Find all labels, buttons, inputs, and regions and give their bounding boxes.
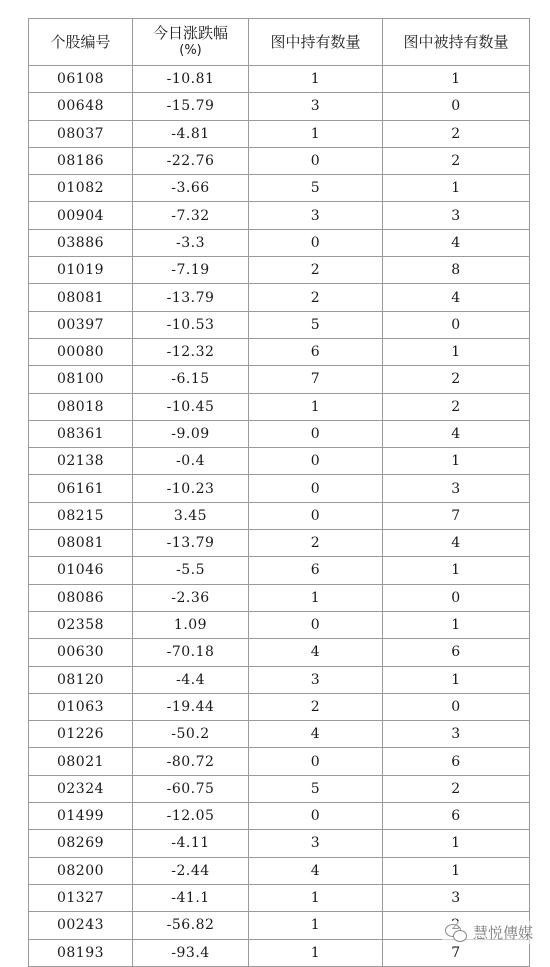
table-body bbox=[29, 66, 530, 967]
table-row bbox=[29, 147, 530, 174]
table-row bbox=[29, 803, 530, 830]
header-stock-code-label: 个股编号 bbox=[50, 33, 111, 51]
cell-holding-count: 1 bbox=[249, 66, 383, 93]
cell-stock-code: 00397 bbox=[29, 311, 133, 338]
cell-stock-code: 08186 bbox=[29, 147, 133, 174]
cell-daily-change: -2.44 bbox=[133, 857, 249, 884]
wechat-icon bbox=[445, 924, 467, 942]
cell-stock-code: 01063 bbox=[29, 693, 133, 720]
cell-daily-change: -9.09 bbox=[133, 420, 249, 447]
cell-held-count: 1 bbox=[383, 66, 530, 93]
cell-stock-code: 01499 bbox=[29, 803, 133, 830]
header-daily-change-label: 今日涨跌幅 bbox=[152, 24, 228, 42]
cell-stock-code: 08081 bbox=[29, 284, 133, 311]
cell-stock-code: 08018 bbox=[29, 393, 133, 420]
cell-held-count: 1 bbox=[383, 175, 530, 202]
cell-held-count: 0 bbox=[383, 93, 530, 120]
cell-held-count: 0 bbox=[383, 584, 530, 611]
header-daily-change-unit: (%) bbox=[179, 43, 202, 58]
cell-held-count: 3 bbox=[383, 202, 530, 229]
stock-table-sheet bbox=[28, 18, 529, 967]
cell-holding-count: 0 bbox=[249, 229, 383, 256]
cell-stock-code: 08037 bbox=[29, 120, 133, 147]
cell-stock-code: 08193 bbox=[29, 939, 133, 966]
cell-stock-code: 00630 bbox=[29, 639, 133, 666]
cell-held-count: 0 bbox=[383, 693, 530, 720]
cell-stock-code: 02358 bbox=[29, 611, 133, 638]
cell-holding-count: 0 bbox=[249, 748, 383, 775]
cell-held-count: 1 bbox=[383, 666, 530, 693]
cell-held-count: 1 bbox=[383, 557, 530, 584]
cell-holding-count: 0 bbox=[249, 420, 383, 447]
cell-daily-change: -41.1 bbox=[133, 884, 249, 911]
cell-held-count: 4 bbox=[383, 229, 530, 256]
cell-holding-count: 1 bbox=[249, 884, 383, 911]
cell-stock-code: 08021 bbox=[29, 748, 133, 775]
cell-held-count: 4 bbox=[383, 530, 530, 557]
cell-stock-code: 01226 bbox=[29, 721, 133, 748]
cell-stock-code: 08200 bbox=[29, 857, 133, 884]
cell-held-count: 7 bbox=[383, 502, 530, 529]
cell-holding-count: 3 bbox=[249, 93, 383, 120]
cell-stock-code: 08215 bbox=[29, 502, 133, 529]
cell-holding-count: 0 bbox=[249, 475, 383, 502]
header-holding-count bbox=[249, 19, 383, 66]
cell-stock-code: 08269 bbox=[29, 830, 133, 857]
cell-stock-code: 08081 bbox=[29, 530, 133, 557]
table-row bbox=[29, 584, 530, 611]
cell-holding-count: 2 bbox=[249, 530, 383, 557]
cell-stock-code: 02138 bbox=[29, 448, 133, 475]
cell-holding-count: 0 bbox=[249, 803, 383, 830]
cell-stock-code: 08120 bbox=[29, 666, 133, 693]
table-row bbox=[29, 666, 530, 693]
header-held-count-label: 图中被持有数量 bbox=[403, 33, 509, 51]
cell-daily-change: -3.66 bbox=[133, 175, 249, 202]
cell-daily-change: -5.5 bbox=[133, 557, 249, 584]
table-row bbox=[29, 502, 530, 529]
cell-daily-change: -3.3 bbox=[133, 229, 249, 256]
cell-holding-count: 6 bbox=[249, 557, 383, 584]
cell-daily-change: -80.72 bbox=[133, 748, 249, 775]
cell-stock-code: 00648 bbox=[29, 93, 133, 120]
table-row bbox=[29, 338, 530, 365]
table-row bbox=[29, 639, 530, 666]
cell-holding-count: 1 bbox=[249, 584, 383, 611]
cell-holding-count: 0 bbox=[249, 502, 383, 529]
cell-daily-change: -4.81 bbox=[133, 120, 249, 147]
cell-stock-code: 08361 bbox=[29, 420, 133, 447]
cell-stock-code: 00904 bbox=[29, 202, 133, 229]
cell-daily-change: -10.45 bbox=[133, 393, 249, 420]
table-row bbox=[29, 693, 530, 720]
cell-holding-count: 4 bbox=[249, 639, 383, 666]
header-holding-count-label: 图中持有数量 bbox=[270, 33, 361, 51]
cell-daily-change: -2.36 bbox=[133, 584, 249, 611]
cell-daily-change: -0.4 bbox=[133, 448, 249, 475]
cell-held-count: 6 bbox=[383, 639, 530, 666]
cell-held-count: 1 bbox=[383, 448, 530, 475]
cell-daily-change: -6.15 bbox=[133, 366, 249, 393]
cell-stock-code: 01019 bbox=[29, 257, 133, 284]
cell-held-count: 3 bbox=[383, 721, 530, 748]
cell-daily-change: 3.45 bbox=[133, 502, 249, 529]
table-row bbox=[29, 448, 530, 475]
cell-daily-change: -13.79 bbox=[133, 530, 249, 557]
cell-daily-change: -12.05 bbox=[133, 803, 249, 830]
cell-held-count: 2 bbox=[383, 120, 530, 147]
cell-daily-change: -22.76 bbox=[133, 147, 249, 174]
cell-holding-count: 6 bbox=[249, 338, 383, 365]
cell-stock-code: 03886 bbox=[29, 229, 133, 256]
cell-holding-count: 7 bbox=[249, 366, 383, 393]
cell-holding-count: 0 bbox=[249, 448, 383, 475]
cell-holding-count: 2 bbox=[249, 693, 383, 720]
cell-holding-count: 5 bbox=[249, 175, 383, 202]
table-row bbox=[29, 748, 530, 775]
cell-held-count: 2 bbox=[383, 366, 530, 393]
watermark bbox=[442, 921, 536, 944]
cell-holding-count: 3 bbox=[249, 666, 383, 693]
table-row bbox=[29, 530, 530, 557]
cell-daily-change: -4.11 bbox=[133, 830, 249, 857]
table-row bbox=[29, 311, 530, 338]
cell-stock-code: 02324 bbox=[29, 775, 133, 802]
header-held-count bbox=[383, 19, 530, 66]
cell-daily-change: -60.75 bbox=[133, 775, 249, 802]
cell-held-count: 2 bbox=[383, 775, 530, 802]
cell-daily-change: -10.23 bbox=[133, 475, 249, 502]
cell-held-count: 7 bbox=[383, 939, 530, 966]
cell-holding-count: 2 bbox=[249, 257, 383, 284]
cell-daily-change: -19.44 bbox=[133, 693, 249, 720]
cell-held-count: 4 bbox=[383, 420, 530, 447]
cell-daily-change: -13.79 bbox=[133, 284, 249, 311]
cell-held-count: 8 bbox=[383, 257, 530, 284]
table-row bbox=[29, 393, 530, 420]
header-daily-change bbox=[133, 19, 249, 66]
table-row bbox=[29, 611, 530, 638]
table-row bbox=[29, 721, 530, 748]
header-row bbox=[29, 19, 530, 66]
cell-stock-code: 00080 bbox=[29, 338, 133, 365]
cell-holding-count: 5 bbox=[249, 775, 383, 802]
cell-daily-change: -7.32 bbox=[133, 202, 249, 229]
cell-daily-change: -15.79 bbox=[133, 93, 249, 120]
table-row bbox=[29, 66, 530, 93]
table-row bbox=[29, 557, 530, 584]
cell-daily-change: -10.53 bbox=[133, 311, 249, 338]
stock-holdings-table bbox=[28, 18, 530, 967]
table-row bbox=[29, 202, 530, 229]
cell-held-count: 6 bbox=[383, 803, 530, 830]
cell-holding-count: 3 bbox=[249, 202, 383, 229]
cell-daily-change: -50.2 bbox=[133, 721, 249, 748]
cell-stock-code: 01046 bbox=[29, 557, 133, 584]
cell-holding-count: 2 bbox=[249, 284, 383, 311]
cell-holding-count: 0 bbox=[249, 147, 383, 174]
cell-daily-change: 1.09 bbox=[133, 611, 249, 638]
cell-daily-change: -4.4 bbox=[133, 666, 249, 693]
table-row bbox=[29, 857, 530, 884]
table-row bbox=[29, 420, 530, 447]
cell-holding-count: 4 bbox=[249, 721, 383, 748]
cell-held-count: 2 bbox=[383, 393, 530, 420]
table-row bbox=[29, 229, 530, 256]
cell-held-count: 2 bbox=[383, 147, 530, 174]
table-row bbox=[29, 775, 530, 802]
cell-stock-code: 00243 bbox=[29, 912, 133, 939]
header-stock-code bbox=[29, 19, 133, 66]
cell-holding-count: 1 bbox=[249, 120, 383, 147]
cell-holding-count: 1 bbox=[249, 912, 383, 939]
cell-held-count: 0 bbox=[383, 311, 530, 338]
cell-holding-count: 1 bbox=[249, 393, 383, 420]
table-row bbox=[29, 284, 530, 311]
table-row bbox=[29, 93, 530, 120]
cell-daily-change: -12.32 bbox=[133, 338, 249, 365]
cell-holding-count: 3 bbox=[249, 830, 383, 857]
cell-daily-change: -10.81 bbox=[133, 66, 249, 93]
cell-holding-count: 4 bbox=[249, 857, 383, 884]
table-row bbox=[29, 120, 530, 147]
table-row bbox=[29, 830, 530, 857]
cell-held-count: 4 bbox=[383, 284, 530, 311]
cell-held-count: 1 bbox=[383, 611, 530, 638]
cell-daily-change: -7.19 bbox=[133, 257, 249, 284]
cell-held-count: 6 bbox=[383, 748, 530, 775]
cell-held-count: 1 bbox=[383, 338, 530, 365]
watermark-text: 慧悦傳媒 bbox=[472, 924, 533, 942]
cell-stock-code: 08100 bbox=[29, 366, 133, 393]
cell-holding-count: 0 bbox=[249, 611, 383, 638]
cell-stock-code: 01082 bbox=[29, 175, 133, 202]
cell-held-count: 1 bbox=[383, 857, 530, 884]
cell-held-count: 3 bbox=[383, 884, 530, 911]
table-row bbox=[29, 884, 530, 911]
cell-stock-code: 06108 bbox=[29, 66, 133, 93]
cell-stock-code: 08086 bbox=[29, 584, 133, 611]
cell-daily-change: -93.4 bbox=[133, 939, 249, 966]
cell-stock-code: 06161 bbox=[29, 475, 133, 502]
cell-stock-code: 01327 bbox=[29, 884, 133, 911]
cell-holding-count: 5 bbox=[249, 311, 383, 338]
cell-holding-count: 1 bbox=[249, 939, 383, 966]
cell-held-count: 1 bbox=[383, 830, 530, 857]
table-row bbox=[29, 175, 530, 202]
table-row bbox=[29, 475, 530, 502]
table-row bbox=[29, 257, 530, 284]
table-row bbox=[29, 366, 530, 393]
cell-daily-change: -70.18 bbox=[133, 639, 249, 666]
cell-daily-change: -56.82 bbox=[133, 912, 249, 939]
cell-held-count: 3 bbox=[383, 475, 530, 502]
